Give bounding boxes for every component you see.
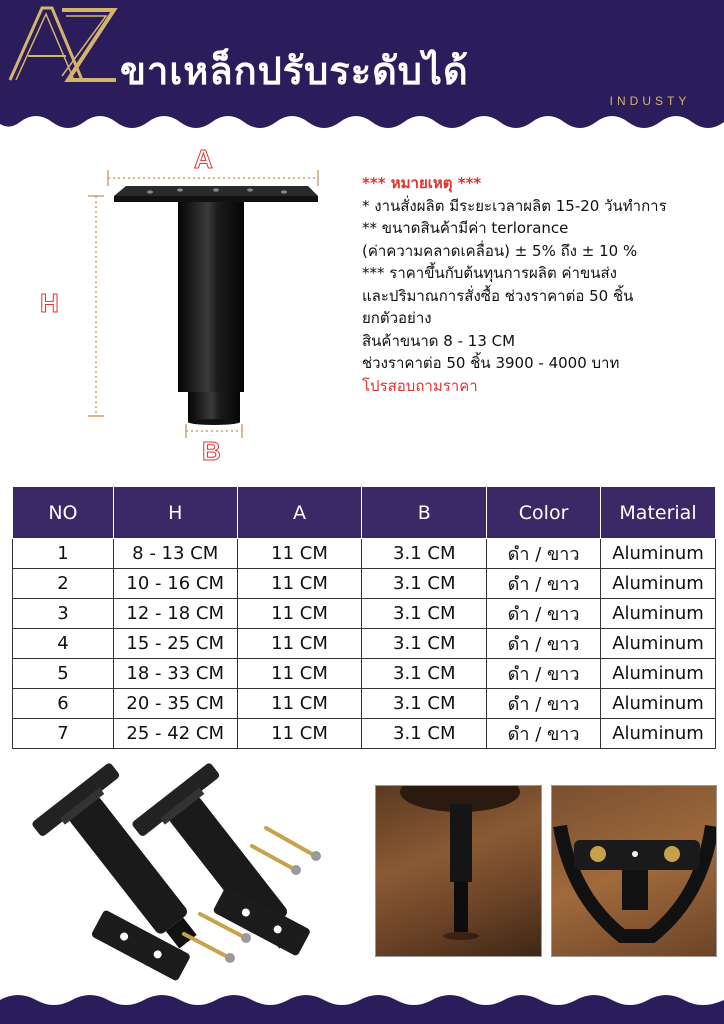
cell-no: 4	[13, 629, 114, 659]
cell-color: ดำ / ขาว	[487, 599, 601, 629]
cell-no: 3	[13, 599, 114, 629]
notes-line: ช่วงราคาต่อ 50 ชิ้น 3900 - 4000 บาท	[362, 354, 620, 372]
column-header-a: A	[237, 487, 362, 539]
notes-line: *** ราคาขึ้นกับต้นทุนการผลิต ค่าขนส่ง	[362, 264, 617, 282]
cell-b: 3.1 CM	[362, 599, 487, 629]
cell-b: 3.1 CM	[362, 689, 487, 719]
cell-color: ดำ / ขาว	[487, 689, 601, 719]
cell-material: Aluminum	[601, 599, 716, 629]
cell-b: 3.1 CM	[362, 719, 487, 749]
cell-a: 11 CM	[237, 599, 362, 629]
dimension-label-a: A	[194, 144, 213, 174]
cell-b: 3.1 CM	[362, 569, 487, 599]
dimension-label-b: B	[202, 436, 221, 466]
column-header-no: NO	[13, 487, 114, 539]
az-logo-icon	[0, 0, 120, 110]
mounting-plate-illustration	[552, 786, 717, 957]
cell-a: 11 CM	[237, 569, 362, 599]
cell-material: Aluminum	[601, 629, 716, 659]
leg-drawing	[30, 140, 340, 475]
cell-h: 20 - 35 CM	[113, 689, 237, 719]
notes-heading: *** หมายเหตุ ***	[362, 174, 482, 192]
cell-h: 10 - 16 CM	[113, 569, 237, 599]
cell-no: 2	[13, 569, 114, 599]
cell-b: 3.1 CM	[362, 659, 487, 689]
cell-a: 11 CM	[237, 659, 362, 689]
notes-line: * งานสั่งผลิต มีระยะเวลาผลิต 15-20 วันทำการ	[362, 196, 667, 215]
cell-a: 11 CM	[237, 719, 362, 749]
cell-b: 3.1 CM	[362, 539, 487, 569]
logo-subtitle: INDUSTY	[609, 94, 691, 108]
cell-h: 18 - 33 CM	[113, 659, 237, 689]
page-title: ขาเหล็กปรับระดับได้	[120, 49, 469, 93]
notes-line: (ค่าความคลาดเคลื่อน) ± 5% ถึง ± 10 %	[362, 241, 638, 260]
footer-wave	[0, 990, 724, 1024]
cell-no: 1	[13, 539, 114, 569]
dimension-label-h: H	[40, 288, 59, 318]
cell-material: Aluminum	[601, 689, 716, 719]
notes-panel	[362, 172, 722, 397]
notes-line: สินค้าขนาด 8 - 13 CM	[362, 331, 516, 350]
column-header-material: Material	[601, 487, 716, 539]
product-photos	[0, 750, 724, 990]
table-row	[13, 539, 716, 569]
cell-color: ดำ / ขาว	[487, 569, 601, 599]
header-banner	[0, 0, 724, 140]
mounting-plate-photo	[551, 785, 717, 957]
installed-leg-illustration	[376, 786, 542, 957]
notes-line: ** ขนาดสินค้ามีค่า terlorance	[362, 219, 569, 237]
cell-no: 5	[13, 659, 114, 689]
table-header-row	[13, 487, 716, 539]
notes-line: และปริมาณการสั่งซื้อ ช่วงราคาต่อ 50 ชิ้น	[362, 286, 634, 305]
cell-material: Aluminum	[601, 539, 716, 569]
cell-no: 7	[13, 719, 114, 749]
cell-color: ดำ / ขาว	[487, 629, 601, 659]
cell-color: ดำ / ขาว	[487, 719, 601, 749]
product-dimension-diagram	[30, 140, 340, 475]
cell-h: 15 - 25 CM	[113, 629, 237, 659]
cell-material: Aluminum	[601, 659, 716, 689]
column-header-h: H	[113, 487, 237, 539]
installed-leg-photo	[375, 785, 542, 957]
table-row	[13, 599, 716, 629]
column-header-b: B	[362, 487, 487, 539]
cell-h: 8 - 13 CM	[113, 539, 237, 569]
table-row	[13, 629, 716, 659]
cell-material: Aluminum	[601, 719, 716, 749]
notes-line: ยกตัวอย่าง	[362, 309, 432, 327]
cell-no: 6	[13, 689, 114, 719]
table-row	[13, 659, 716, 689]
spec-table	[12, 486, 716, 749]
table-row	[13, 569, 716, 599]
cell-material: Aluminum	[601, 569, 716, 599]
cell-b: 3.1 CM	[362, 629, 487, 659]
table-row	[13, 689, 716, 719]
cell-h: 25 - 42 CM	[113, 719, 237, 749]
product-kit-image	[30, 750, 360, 990]
column-header-color: Color	[487, 487, 601, 539]
cell-color: ดำ / ขาว	[487, 659, 601, 689]
cell-color: ดำ / ขาว	[487, 539, 601, 569]
notes-contact: โปรสอบถามราคา	[362, 376, 478, 395]
table-row	[13, 719, 716, 749]
cell-h: 12 - 18 CM	[113, 599, 237, 629]
cell-a: 11 CM	[237, 539, 362, 569]
cell-a: 11 CM	[237, 629, 362, 659]
cell-a: 11 CM	[237, 689, 362, 719]
